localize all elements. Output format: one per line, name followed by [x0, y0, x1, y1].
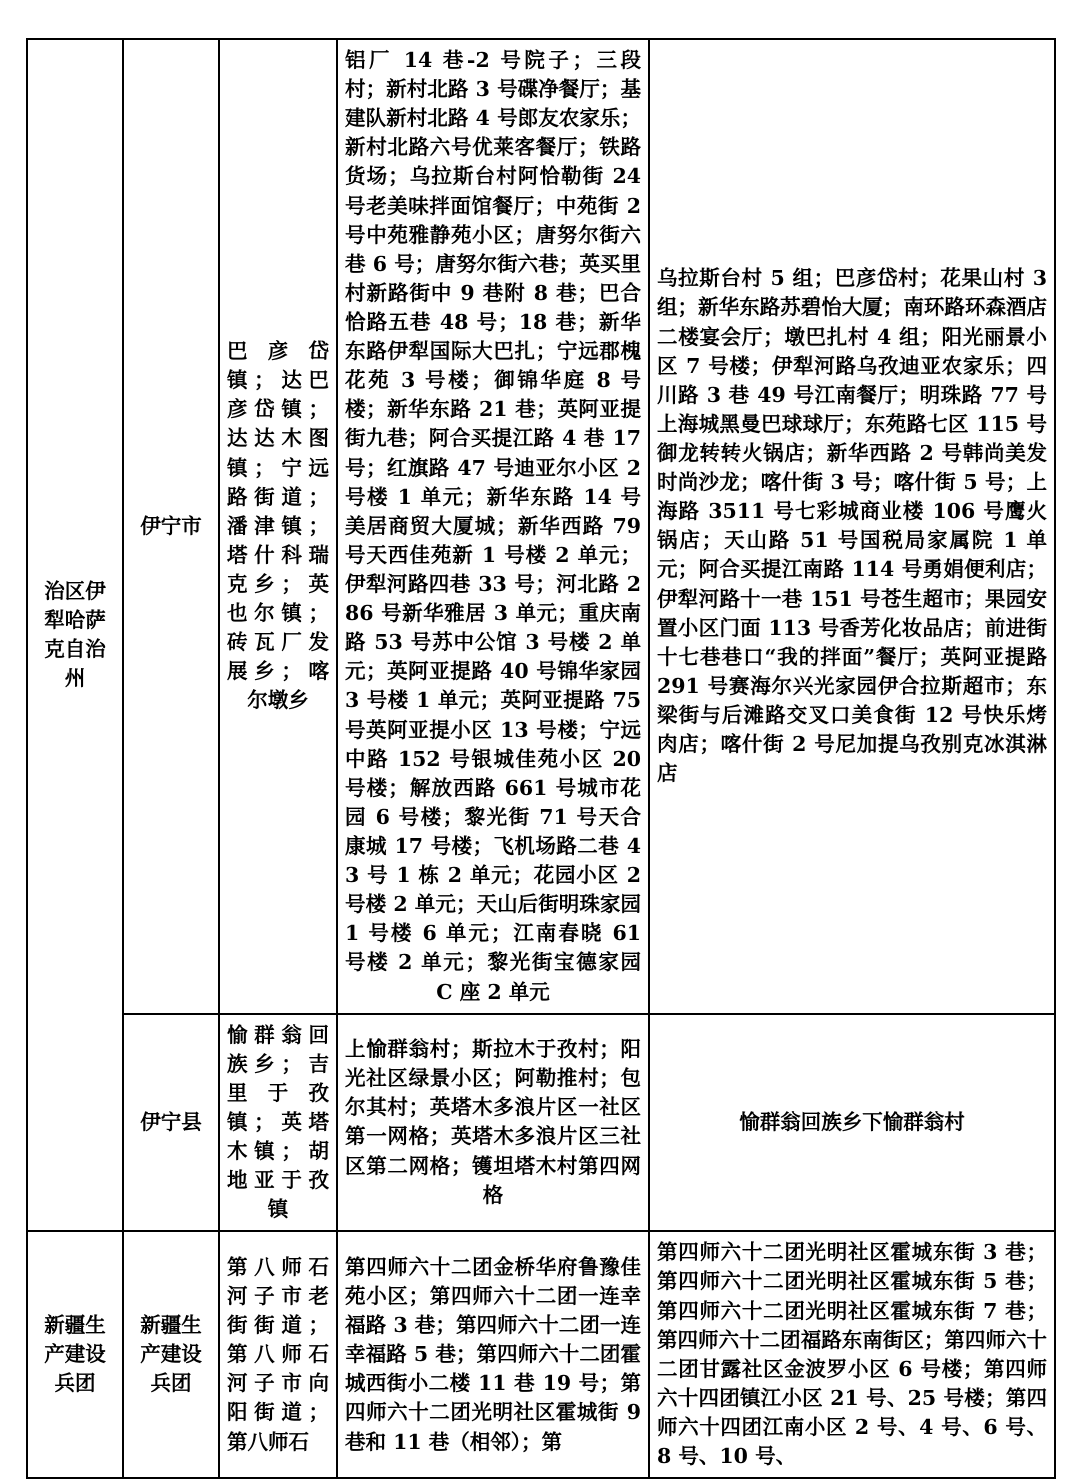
table-row [27, 1014, 1055, 1232]
district-cell: 第八师石河子市老街街道；第八师石河子市向阳街道；第八师石 [219, 1231, 337, 1478]
province-cell: 新疆生产建设兵团 [27, 1231, 123, 1478]
district-cell: 愉群翁回族乡；吉里于孜镇；英塔木镇；胡地亚于孜镇 [219, 1014, 337, 1232]
province-cell: 治区伊犁哈萨克自治州 [27, 39, 123, 1231]
medium-risk-cell: 第四师六十二团光明社区霍城东街 3 巷；第四师六十二团光明社区霍城东街 5 巷；第四师六十二团光明社区霍城东街 7 巷；第四师六十二团福路东南街区；第四师六十二团甘露社区金波罗小区 6 号楼；第四师六十四团镇江小区 21 号、25 号楼；第四师六十四团江南小区 2 号、4 号、6 号、8 号、10 号、 [649, 1231, 1055, 1478]
city-cell: 伊宁市 [123, 39, 219, 1014]
risk-area-table [26, 38, 1056, 1479]
medium-risk-cell: 乌拉斯台村 5 组；巴彦岱村；花果山村 3 组；新华东路苏碧怡大厦；南环路环森酒店二楼宴会厅；墩巴扎村 4 组；阳光丽景小区 7 号楼；伊犁河路乌孜迪亚农家乐；四川路 3 巷 49 号江南餐厅；明珠路 77 号上海城黑曼巴球球厅；东苑路七区 115 号御龙转转火锅店；新华西路 2 号韩尚美发时尚沙龙；喀什街 3 号；喀什街 5 号；上海路 3511 号七彩城商业楼 106 号鹰火锅店；天山路 51 号国税局家属院 1 单元；阿合买提江南路 114 号勇娟便利店；伊犁河路十一巷 151 号苍生超市；果园安置小区门面 113 号香芳化妆品店；前进街十七巷巷口“我的拌面”餐厅；英阿亚提路 291 号赛海尔兴光家园伊合拉斯超市；东梁街与后滩路交叉口美食街 12 号快乐烤肉店；喀什街 2 号尼加提乌孜别克冰淇淋店 [649, 39, 1055, 1014]
medium-risk-cell: 愉群翁回族乡下愉群翁村 [649, 1014, 1055, 1232]
table-row [27, 39, 1055, 1014]
high-risk-cell: 铝厂 14 巷-2 号院子；三段村；新村北路 3 号碟净餐厅；基建队新村北路 4 号郎友农家乐；新村北路六号优莱客餐厅；铁路货场；乌拉斯台村阿恰勒街 24 号老美味拌面馆餐厅；中苑街 2 号中苑雅静苑小区；唐努尔街六巷 6 号；唐努尔街六巷；英买里村新路街中 9 巷附 8 巷；巴合恰路五巷 48 号；18 巷；新华东路伊犁国际大巴扎；宁远郡槐花苑 3 号楼；御锦华庭 8 号楼；新华东路 21 巷；英阿亚提街九巷；阿合买提江路 4 巷 17 号；红旗路 47 号迪亚尔小区 2 号楼 1 单元；新华东路 14 号美居商贸大厦城；新华西路 79 号天西佳苑新 1 号楼 2 单元；伊犁河路四巷 33 号；河北路 286 号新华雅居 3 单元；重庆南路 53 号苏中公馆 3 号楼 2 单元；英阿亚提路 40 号锦华家园 3 号楼 1 单元；英阿亚提路 75 号英阿亚提小区 13 号楼；宁远中路 152 号银城佳苑小区 20 号楼；解放西路 661 号城市花园 6 号楼；黎光街 71 号天合康城 17 号楼；飞机场路二巷 43 号 1 栋 2 单元；花园小区 2 号楼 2 单元；天山后街明珠家园 1 号楼 6 单元；江南春晓 61 号楼 2 单元；黎光街宝德家园 C 座 2 单元 [337, 39, 649, 1014]
high-risk-cell: 上愉群翁村；斯拉木于孜村；阳光社区绿景小区；阿勒推村；包尔其村；英塔木多浪片区一社区第一网格；英塔木多浪片区三社区第二网格；镬坦塔木村第四网格 [337, 1014, 649, 1232]
city-cell: 新疆生产建设兵团 [123, 1231, 219, 1478]
table-row [27, 1231, 1055, 1478]
high-risk-cell: 第四师六十二团金桥华府鲁豫佳苑小区；第四师六十二团一连幸福路 3 巷；第四师六十二团一连幸福路 5 巷；第四师六十二团霍城西街小二楼 11 巷 19 号；第四师六十二团光明社区霍城街 9 巷和 11 巷（相邻）；第 [337, 1231, 649, 1478]
district-cell: 巴彦岱镇；达巴彦岱镇；达达木图镇；宁远路街道；潘津镇；塔什科瑞克乡；英也尔镇；砖瓦厂发展乡；喀尔墩乡 [219, 39, 337, 1014]
city-cell: 伊宁县 [123, 1014, 219, 1232]
